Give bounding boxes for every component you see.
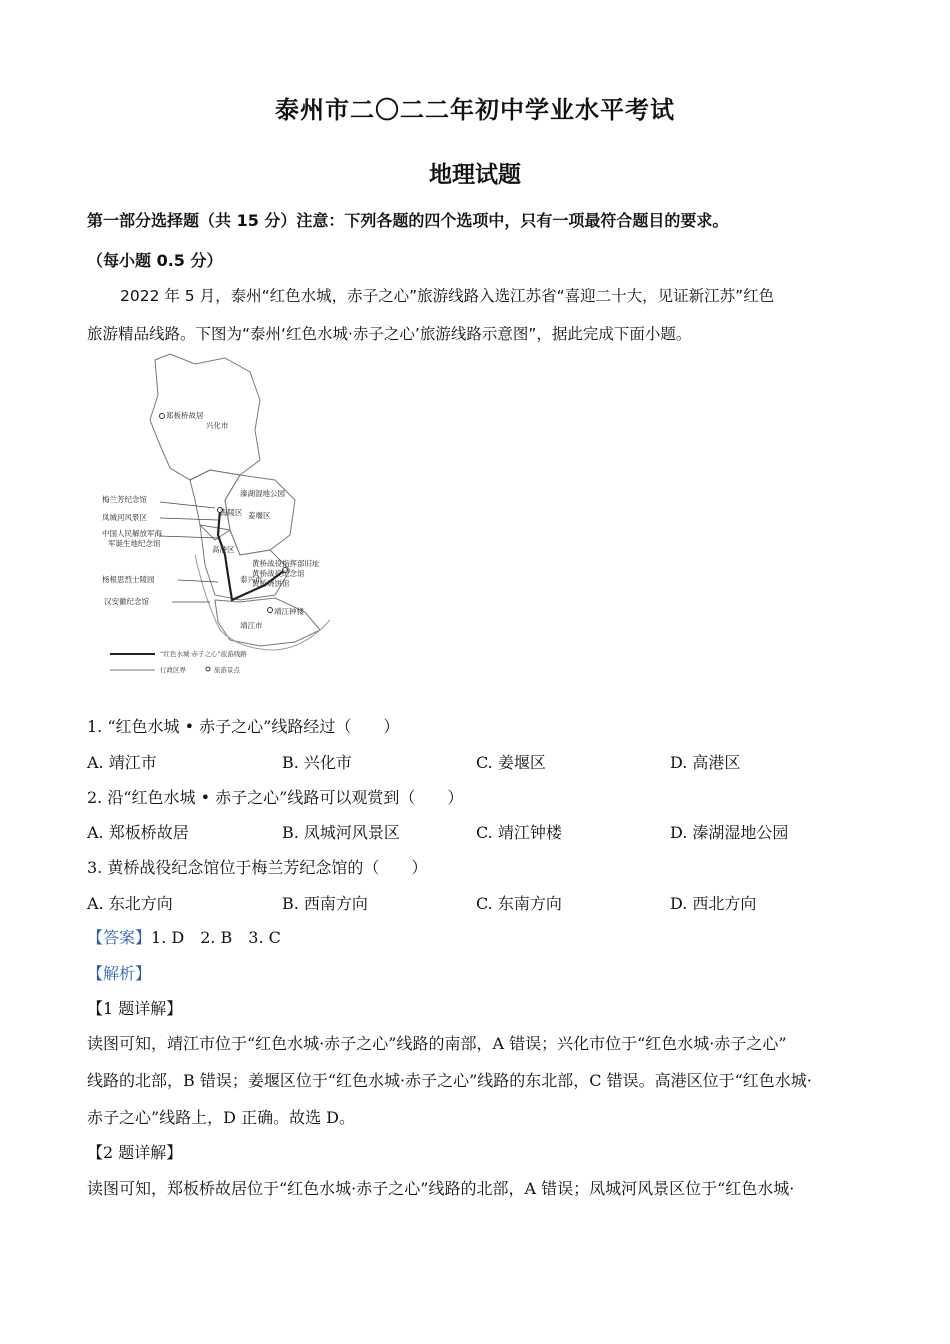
answer-text: 1. D 2. B 3. C	[151, 928, 281, 947]
section-heading: 第一部分选择题（共 15 分）注意：下列各题的四个选项中，只有一项最符合题目的要求。	[87, 211, 729, 230]
label-gaogang: 高港区	[212, 545, 235, 554]
question-3-stem: 3. 黄桥战役纪念馆位于梅兰芳纪念馆的（ ）	[87, 858, 428, 877]
label-huangqiao-hq: 黄桥战役指挥部旧址	[252, 559, 320, 568]
label-jiangyan: 姜堰区	[248, 511, 271, 520]
leader-line	[160, 518, 218, 520]
spot-marker	[160, 414, 165, 419]
leader-line	[160, 502, 215, 508]
intro-line-2: 旅游精品线路。下图为“泰州‘红色水城·赤子之心’旅游线路示意图”，据此完成下面小题。	[87, 325, 692, 343]
question-1-stem: 1. “红色水城 • 赤子之心”线路经过（ ）	[87, 717, 400, 736]
legend-boundary-text: 行政区界	[160, 666, 186, 674]
legend-spot-swatch	[206, 667, 210, 671]
analysis-q1-line-1: 读图可知，靖江市位于“红色水城·赤子之心”线路的南部，A 错误；兴化市位于“红色水城·赤子之心”	[87, 1034, 787, 1053]
analysis-q1-line-3: 赤子之心”线路上，D 正确。故选 D。	[87, 1108, 356, 1127]
question-1-option-b: B. 兴化市	[282, 753, 352, 772]
leader-line	[160, 536, 218, 538]
question-3-option-d: D. 西北方向	[670, 894, 757, 913]
label-navy: 中国人民解放军海	[102, 529, 162, 538]
question-1-option-c: C. 姜堰区	[476, 753, 546, 772]
label-meilanfang: 梅兰芳纪念馆	[102, 495, 147, 504]
hailing-boundary	[190, 470, 240, 540]
label-jingjiang-bell: 靖江钟楼	[274, 607, 304, 616]
question-3-option-b: B. 西南方向	[282, 894, 368, 913]
label-huangqiao-shop: 黄桥烧饼馆	[252, 579, 290, 588]
question-3-option-c: C. 东南方向	[476, 894, 562, 913]
route-map	[100, 350, 340, 685]
label-taoan: 汉安徽纪念馆	[104, 597, 149, 606]
label-fengchenghe: 凤城河风景区	[102, 513, 147, 522]
spot-marker	[268, 608, 273, 613]
answer-line	[87, 925, 281, 948]
analysis-q2-line-1: 读图可知，郑板桥故居位于“红色水城·赤子之心”线路的北部，A 错误；凤城河风景区位于“红色水城·	[87, 1179, 795, 1198]
answer-label: 【答案】	[87, 928, 152, 947]
question-2-option-d: D. 溱湖湿地公园	[670, 823, 789, 842]
analysis-q1-line-2: 线路的北部，B 错误；姜堰区位于“红色水城·赤子之心”线路的东北部，C 错误。高港区位于“红色水城·	[87, 1071, 812, 1090]
analysis-q1-label: 【1 题详解】	[87, 999, 183, 1018]
section-heading-note: （每小题 0.5 分）	[87, 251, 223, 270]
exam-subtitle: 地理试题	[429, 162, 521, 188]
label-huangqiao-museum: 黄桥战役纪念馆	[252, 569, 305, 578]
question-2-option-a: A. 郑板桥故居	[87, 823, 189, 842]
legend-spot-text: 旅游景点	[214, 666, 240, 674]
intro-line-1: 2022 年 5 月，泰州“红色水城，赤子之心”旅游线路入选江苏省“喜迎二十大，见证新江苏”红色	[120, 287, 775, 305]
label-hailing: 海陵区	[220, 508, 243, 517]
question-2-stem: 2. 沿“红色水城 • 赤子之心”线路可以观赏到（ ）	[87, 788, 464, 807]
question-1-option-a: A. 靖江市	[87, 753, 157, 772]
label-jingjiang: 靖江市	[240, 621, 263, 630]
question-2-option-c: C. 靖江钟楼	[476, 823, 562, 842]
exam-title: 泰州市二〇二二年初中学业水平考试	[275, 96, 675, 124]
label-zhengbanqiao: 郑板桥故居	[166, 411, 204, 420]
label-navy-2: 军诞生地纪念馆	[108, 539, 161, 548]
analysis-label: 【解析】	[87, 964, 152, 983]
leader-line	[178, 580, 218, 582]
label-xinghua: 兴化市	[206, 421, 229, 430]
label-qinhu: 溱湖湿地公园	[240, 489, 285, 498]
label-taixing: 泰兴市	[240, 575, 263, 584]
label-yanggensi: 杨根思烈士陵园	[102, 575, 155, 584]
question-2-option-b: B. 凤城河风景区	[282, 823, 400, 842]
legend-route-text: “红色水城·赤子之心”旅游线路	[160, 650, 247, 658]
question-3-option-a: A. 东北方向	[87, 894, 173, 913]
question-1-option-d: D. 高港区	[670, 753, 741, 772]
analysis-q2-label: 【2 题详解】	[87, 1143, 183, 1162]
